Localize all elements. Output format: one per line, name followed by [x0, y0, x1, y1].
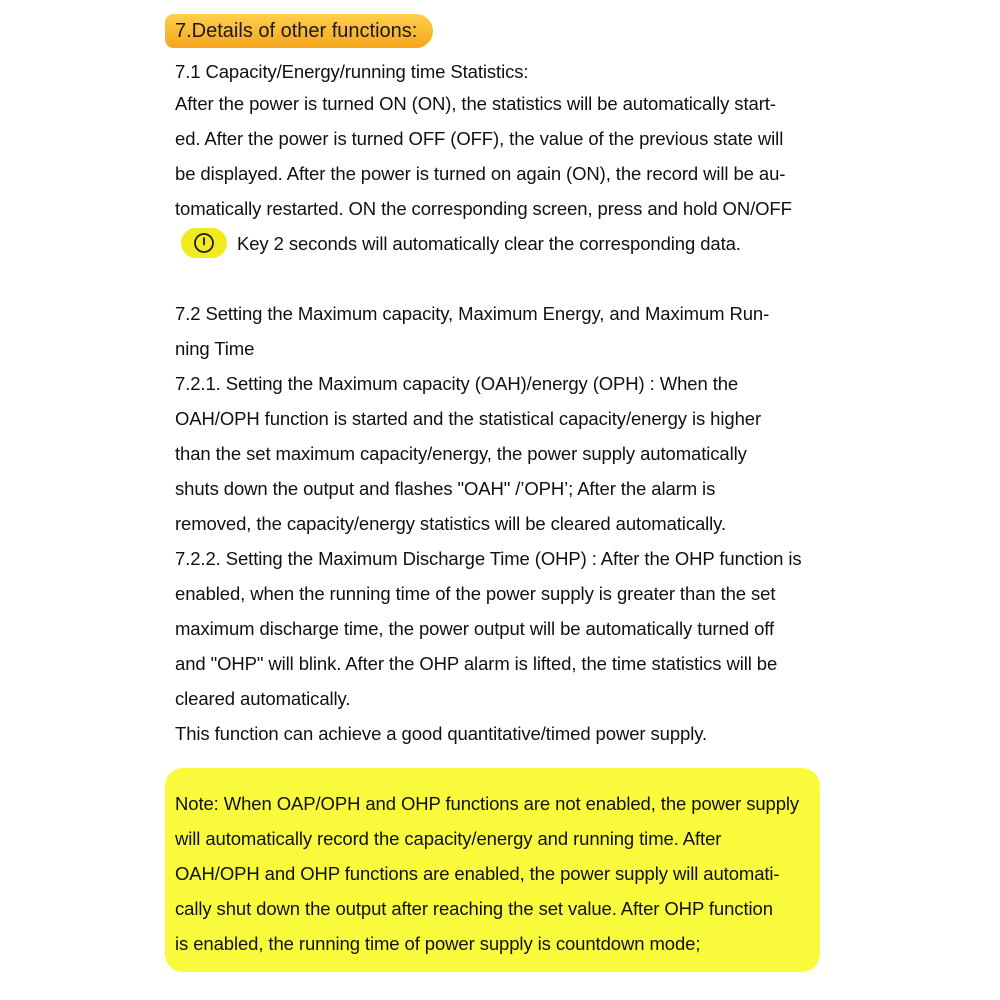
paragraph-line: Key 2 seconds will automatically clear the corresponding data.	[237, 233, 741, 254]
subsection-title-7-2: 7.2 Setting the Maximum capacity, Maximum Energy, and Maximum Run-	[175, 303, 770, 324]
paragraph-line: shuts down the output and flashes "OAH" /’OPH’; After the alarm is	[175, 478, 716, 499]
power-key-badge	[181, 228, 227, 258]
paragraph-line: ed. After the power is turned OFF (OFF), the value of the previous state will	[175, 128, 784, 149]
paragraph-line: and "OHP" will blink. After the OHP alarm is lifted, the time statistics will be	[175, 653, 778, 674]
paragraph-line: maximum discharge time, the power output will be automatically turned off	[175, 618, 775, 639]
note-line: OAH/OPH and OHP functions are enabled, the power supply will automati-	[175, 863, 780, 884]
subsection-title-7-2-cont: ning Time	[175, 338, 255, 359]
note-line: will automatically record the capacity/energy and running time. After	[175, 828, 722, 849]
subsection-title-7-1: 7.1 Capacity/Energy/running time Statistics:	[175, 61, 529, 82]
note-line: Note: When OAP/OPH and OHP functions are not enabled, the power supply	[175, 793, 800, 814]
paragraph-line: tomatically restarted. ON the corresponding screen, press and hold ON/OFF	[175, 198, 792, 219]
paragraph-line: 7.2.2. Setting the Maximum Discharge Time (OHP) : After the OHP function is	[175, 548, 802, 569]
paragraph-line: be displayed. After the power is turned on again (ON), the record will be au-	[175, 163, 786, 184]
power-button-icon	[193, 232, 215, 254]
paragraph-line: After the power is turned ON (ON), the statistics will be automatically start-	[175, 93, 776, 114]
paragraph-line: than the set maximum capacity/energy, the power supply automatically	[175, 443, 747, 464]
note-line: is enabled, the running time of power supply is countdown mode;	[175, 933, 701, 954]
section-heading: 7.Details of other functions:	[165, 14, 433, 48]
paragraph-line: OAH/OPH function is started and the statistical capacity/energy is higher	[175, 408, 762, 429]
closing-line: This function can achieve a good quantitative/timed power supply.	[175, 723, 708, 744]
paragraph-line: 7.2.1. Setting the Maximum capacity (OAH)/energy (OPH) : When the	[175, 373, 739, 394]
note-line: cally shut down the output after reaching the set value. After OHP function	[175, 898, 773, 919]
paragraph-line: enabled, when the running time of the power supply is greater than the set	[175, 583, 776, 604]
paragraph-line: removed, the capacity/energy statistics will be cleared automatically.	[175, 513, 726, 534]
paragraph-line: cleared automatically.	[175, 688, 351, 709]
